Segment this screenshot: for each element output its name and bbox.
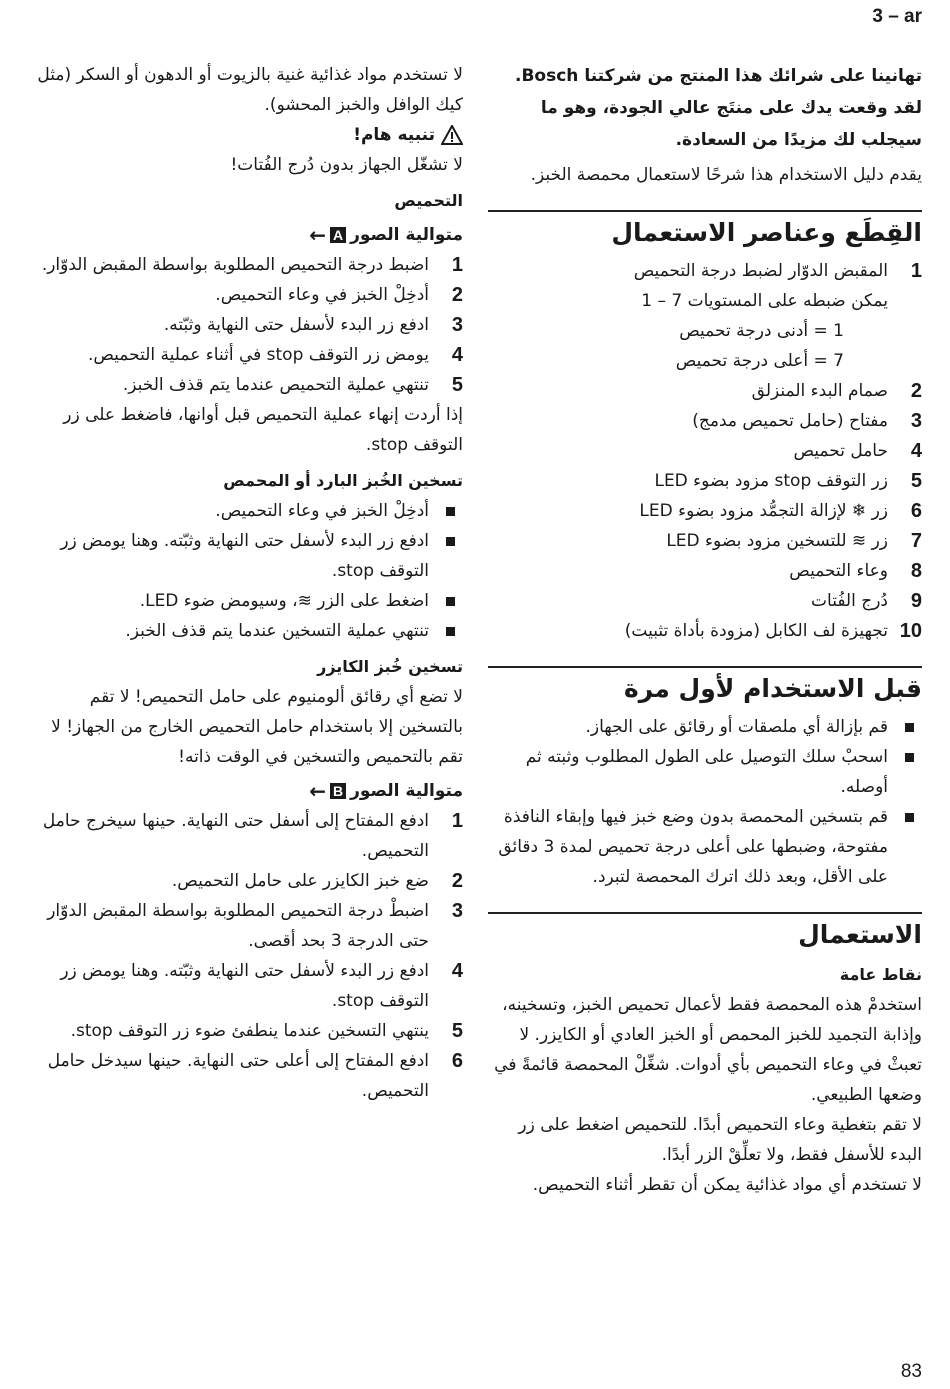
list-item: [488, 586, 922, 616]
step-number: 5: [451, 374, 463, 396]
step-text: يومض زر التوقف stop في أثناء عملية التحميص.: [87, 345, 429, 365]
sequence-text: متوالية الصور: [350, 781, 463, 801]
item-text: زر ≋ للتسخين مزود بضوء LED: [666, 531, 888, 551]
step-text: اضبط درجة التحميص المطلوبة بواسطة المقبض الدوّار.: [41, 255, 429, 275]
step-number: 6: [451, 1050, 463, 1072]
list-item: [27, 370, 463, 400]
page-label: 3 – ar: [872, 6, 922, 27]
item-number: 4: [910, 440, 922, 462]
step-text: ادفع زر البدء لأسفل حتى النهاية وثبّته.: [163, 315, 429, 335]
step-text: ادفع المفتاح إلى أعلى حتى النهاية. حينها سيدخل حامل التحميص.: [47, 1051, 429, 1101]
warning-triangle-icon: [441, 125, 463, 145]
list-item: [488, 286, 922, 316]
list-item: [27, 896, 463, 956]
toast-title: التحميص: [394, 191, 463, 210]
warning-title: تنبيه هام!: [353, 125, 435, 145]
list-item: قم بإزالة أي ملصقات أو رقائق على الجهاز.: [488, 712, 922, 742]
toast-after: إذا أردت إنهاء عملية التحميص قبل أوانها، فاضغط على زر التوقف stop.: [63, 405, 463, 455]
step-number: 4: [451, 960, 463, 982]
list-item: [488, 616, 922, 646]
item-subtext: 1 = أدنى درجة تحميص: [679, 321, 844, 341]
sequence-label-b: [27, 776, 463, 806]
list-item: [27, 866, 463, 896]
item-subtext: يمكن ضبطه على المستويات 7 – 1: [641, 291, 888, 311]
sequence-label-a: [27, 220, 463, 250]
section-divider: [488, 912, 922, 914]
list-item: [27, 1046, 463, 1106]
reheat-list: [27, 496, 463, 646]
item-number: 2: [910, 380, 922, 402]
kaiser-steps: [27, 806, 463, 1106]
step-number: 3: [451, 900, 463, 922]
item-text: وعاء التحميص: [789, 561, 888, 581]
item-text: مفتاح (حامل تحميص مدمج): [692, 411, 888, 431]
usage-title: الاستعمال: [798, 920, 922, 949]
list-item: [488, 316, 922, 346]
list-item: أدخِلْ الخبز في وعاء التحميص.: [27, 496, 463, 526]
list-item: [488, 346, 922, 376]
kaiser-paragraph: لا تضع أي رقائق ألومنيوم على حامل التحميص! لا تقم بالتسخين إلا باستخدام حامل التحميص الخارج من الجهاز! لا تقم بالتحميص والتسخين في الوقت ذاته!: [51, 687, 463, 767]
section-divider: [488, 210, 922, 212]
list-item: [488, 376, 922, 406]
kaiser-title: تسخين خُبز الكايزر: [317, 657, 463, 676]
sequence-letter: A: [330, 227, 346, 243]
arrow-left-icon: ←: [309, 223, 326, 247]
list-item: [27, 280, 463, 310]
item-number: 7: [910, 530, 922, 552]
parts-list: [488, 256, 922, 646]
step-text: ادفع المفتاح إلى أسفل حتى النهاية. حينها سيخرج حامل التحميص.: [42, 811, 429, 861]
step-text: ادفع زر البدء لأسفل حتى النهاية وثبّته. وهنا يومض زر التوقف stop.: [60, 961, 429, 1011]
step-text: اضبطْ درجة التحميص المطلوبة بواسطة المقبض الدوّار حتى الدرجة 3 بحد أقصى.: [47, 901, 429, 951]
list-item: اضغط على الزر ≋، وسيومض ضوء LED.: [27, 586, 463, 616]
warning-heading: [27, 120, 463, 150]
left-column: [27, 60, 463, 1106]
list-item: [488, 436, 922, 466]
list-item: [488, 406, 922, 436]
sequence-letter: B: [330, 783, 346, 799]
list-item: [488, 466, 922, 496]
list-item: [488, 496, 922, 526]
list-item: اسحبْ سلك التوصيل على الطول المطلوب وثبته ثم أوصله.: [488, 742, 922, 802]
list-item: [488, 556, 922, 586]
page-number: 83: [900, 1361, 922, 1382]
first-use-list: [488, 712, 922, 892]
list-item: [488, 256, 922, 286]
list-item: [27, 1016, 463, 1046]
step-number: 3: [451, 314, 463, 336]
item-text: حامل تحميص: [793, 441, 888, 461]
item-number: 1: [910, 260, 922, 282]
usage-paragraph: لا تستخدم أي مواد غذائية يمكن أن تقطر أثناء التحميص.: [532, 1175, 922, 1195]
item-subtext: 7 = أعلى درجة تحميص: [675, 351, 844, 371]
item-text: دُرج الفُتات: [811, 591, 888, 611]
reheat-title: تسخين الخُبز البارد أو المحمص: [223, 471, 463, 490]
item-text: زر التوقف stop مزود بضوء LED: [654, 471, 888, 491]
list-item: [27, 250, 463, 280]
step-number: 5: [451, 1020, 463, 1042]
first-use-title: قبل الاستخدام لأول مرة: [624, 674, 922, 703]
step-number: 1: [451, 254, 463, 276]
list-item: قم بتسخين المحمصة بدون وضع خبز فيها وإبقاء النافذة مفتوحة، وضبطها على أعلى درجة تحميص لمدة 3 دقائق على الأقل، وبعد ذلك اترك المحمصة لتبرد.: [488, 802, 922, 892]
item-number: 8: [910, 560, 922, 582]
arrow-left-icon: ←: [309, 779, 326, 803]
step-number: 2: [451, 870, 463, 892]
usage-paragraph: لا تقم بتغطية وعاء التحميص أبدًا. للتحميص اضغط على زر البدء للأسفل فقط، ولا تعلِّقْ الزر أبدًا.: [518, 1115, 922, 1165]
list-item: [27, 310, 463, 340]
step-text: تنتهي عملية التحميص عندما يتم قذف الخبز.: [122, 375, 429, 395]
item-number: 5: [910, 470, 922, 492]
list-item: [27, 340, 463, 370]
list-item: تنتهي عملية التسخين عندما يتم قذف الخبز.: [27, 616, 463, 646]
item-number: 6: [910, 500, 922, 522]
step-text: ضع خبز الكايزر على حامل التحميص.: [171, 871, 429, 891]
item-text: صمام البدء المنزلق: [751, 381, 888, 401]
sequence-text: متوالية الصور: [350, 225, 463, 245]
list-item: [27, 956, 463, 1016]
intro-bold: تهانينا على شرائك هذا المنتج من شركتنا Bosch. لقد وقعت يدك على منتَج عالي الجودة، وهو ما سيجلب لك مزيدًا من السعادة.: [515, 66, 922, 150]
item-text: تجهيزة لف الكابل (مزودة بأداة تثبيت): [624, 621, 888, 641]
general-title: نقاط عامة: [839, 965, 922, 984]
list-item: ادفع زر البدء لأسفل حتى النهاية وثبّته. وهنا يومض زر التوقف stop.: [27, 526, 463, 586]
item-text: المقبض الدوّار لضبط درجة التحميص: [633, 261, 888, 281]
step-number: 4: [451, 344, 463, 366]
right-column: [488, 60, 922, 1200]
item-number: 10: [899, 620, 922, 642]
intro-paragraph: لا تستخدم مواد غذائية غنية بالزيوت أو الدهون أو السكر (مثل كيك الوافل والخبز المحشو).: [37, 65, 463, 115]
warning-text: لا تشغّل الجهاز بدون دُرج الفُتات!: [230, 155, 463, 175]
parts-title: القِطَع وعناصر الاستعمال: [611, 218, 922, 247]
item-number: 3: [910, 410, 922, 432]
item-number: 9: [910, 590, 922, 612]
list-item: [27, 806, 463, 866]
step-number: 2: [451, 284, 463, 306]
item-text: زر ❄ لإزالة التجمُّد مزود بضوء LED: [639, 501, 888, 521]
list-item: [488, 526, 922, 556]
step-text: أدخِلْ الخبز في وعاء التحميص.: [215, 285, 429, 305]
usage-paragraph: استخدمْ هذه المحمصة فقط لأعمال تحميص الخبز، وتسخينه، وإذابة التجميد للخبز المحمص أو الخبز العادي أو الكايزر. لا تعبثْ في وعاء التحميص بأي أدوات. شغِّلْ المحمصة قائمةً في وضعها الطبيعي.: [494, 995, 922, 1105]
toast-steps: [27, 250, 463, 400]
intro-text: يقدم دليل الاستخدام هذا شرحًا لاستعمال محمصة الخبز.: [530, 165, 922, 185]
section-divider: [488, 666, 922, 668]
step-number: 1: [451, 810, 463, 832]
step-text: ينتهي التسخين عندما ينطفئ ضوء زر التوقف stop.: [70, 1021, 429, 1041]
